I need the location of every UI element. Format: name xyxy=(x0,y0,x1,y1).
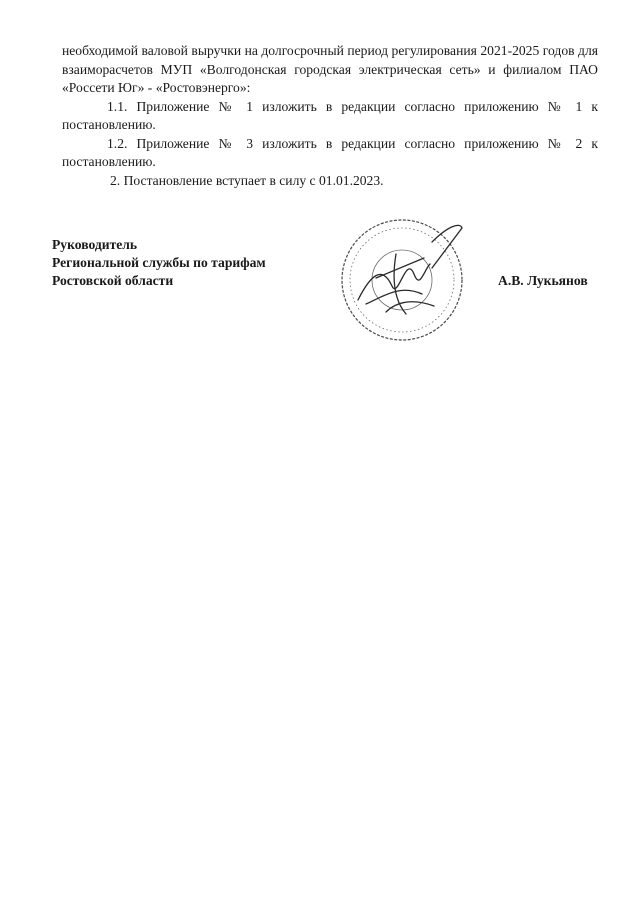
signer-region: Ростовской области xyxy=(52,273,174,288)
body-text xyxy=(62,42,598,190)
signer-name: А.В. Лукьянов xyxy=(498,273,588,288)
paragraph-item-1-2: 1.2. Приложение № 3 изложить в редакции согласно приложению № 2 к постановлению. xyxy=(62,135,598,169)
paragraph-continuation: необходимой валовой выручки на долгосрочный период регулирования 2021-2025 годов для взаиморасчетов МУП «Волгодонская городская электрическая сеть» и филиалом ПАО «Россети Юг» - «Ростовэнерго»: xyxy=(62,43,598,95)
paragraph-item-2: 2. Постановление вступает в силу с 01.01.2023. xyxy=(110,172,384,188)
signer-position: Руководитель xyxy=(52,237,138,252)
paragraph-item-1-1: 1.1. Приложение № 1 изложить в редакции согласно приложению № 1 к постановлению. xyxy=(62,98,598,132)
signature-block xyxy=(52,236,600,290)
signer-organization: Региональной службы по тарифам xyxy=(52,255,266,270)
